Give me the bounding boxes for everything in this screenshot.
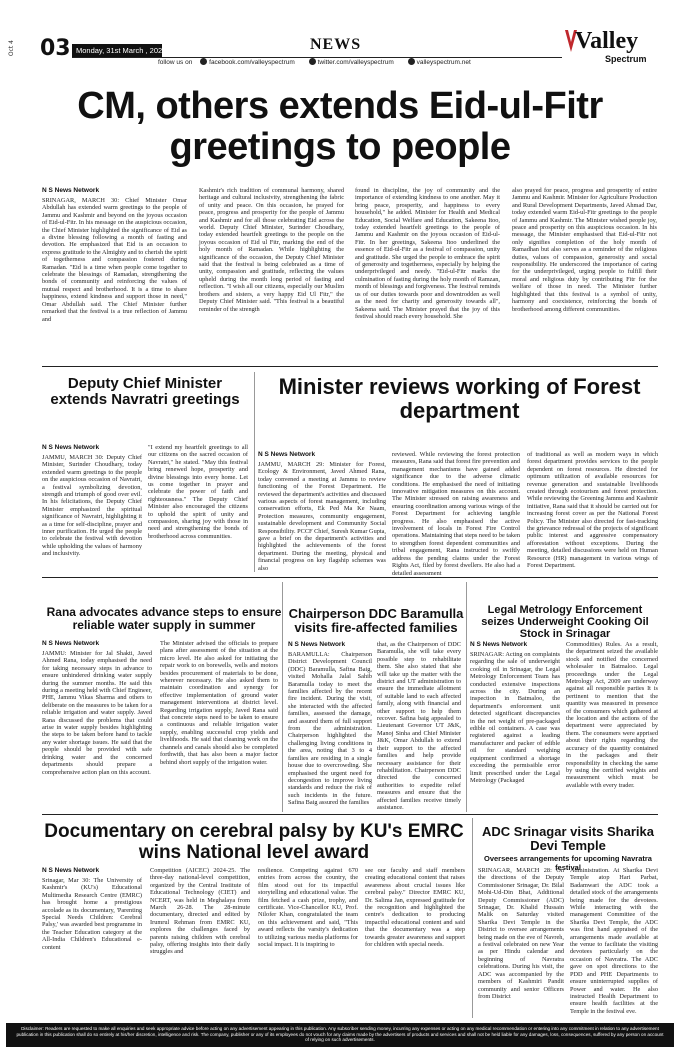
article3-col3: of traditional as well as modern ways in which forest department provides services to the people dependent on forest resources. He directed for optimum utilization of available resources for revenue generation and sustainable livelihoods created through ecotourism and forest protection. While reviewing the Greening Jammu and Kashmir initiative, Rana said that it should be carried out for increasing forest cover as per the National Forest Policy. The Minister also directed for fast-tracking the grievance redressal of the projects of significant public interest and aggressive compensatory afforestation without exceptions. During the meeting, detailed discussions were held on Human Resource (HR) management in various wings of Forest Department. <box>527 451 658 570</box>
article7-col3: resilience. Competing against 670 entries from across the country, the film stood out for its impactful storytelling and educational value. The film fetched a cash prize, trophy, and certificate. Vice-Chancellor KU, Prof. Nilofer Khan, congratulated the team on this achievement and said, "This award reflects the varsity's dedication to utilizing various media platforms for social impact. It is inspiring to <box>258 867 358 949</box>
article3-byline: N S News Network <box>258 451 316 458</box>
article7-col4: see our faculty and staff members creating educational content that raises awareness about crucial issues like cerebral palsy." Director EMRC KU, Dr. Salima Jan, expressed gratitude for the recognition and highlighted the centre's dedication to producing impactful educational content and said that the documentary was a step towards greater awareness and support for children with special needs. <box>365 867 465 949</box>
article6-byline: N S News Network <box>470 641 528 648</box>
article3-col1: JAMMU, MARCH 29: Minister for Forest, Ecology & Environment, Javed Ahmed Rana, today convened a meeting at Jammu to review functioning of the Forest Department. He reviewed the department's activities and discussed various aspects of forest management, including conservation efforts, Ek Ped Ma Ke Naam, Protection measures, community engagement, sustainable development and Community Social Responsibility. PCCF Chief, Suresh Kumar Gupta, gave a brief on the department's activities and highlighted the achievements of the forest department. During the meeting, physical and financial progress on key flagship schemes was also <box>258 461 386 572</box>
page-number: 03 <box>40 36 71 61</box>
divider <box>42 577 658 578</box>
article4-col1: JAMMU: Minister for Jal Shakti, Javed Ahmed Rana, today emphasised the need for taking necessary steps in advance to ensure unhindered drinking water supply during the summer months. He said this during a meeting held with Chief Engineer, PHE, Jammu Vikas Sharma and others to deliberate on the measures to be taken for a reliable irrigation and water supply. Javed Rana discussed the problems that could arise in water supply besides highlighting the steps to be taken before hand to tackle any water shortage issues. He said that the people should be provided with safe drinking water and the concerned departments should prepare a comprehensive action plan on this account. <box>42 650 152 776</box>
divider <box>42 366 658 367</box>
page-side-label: Oct 4 <box>8 40 15 57</box>
social-links <box>158 58 483 66</box>
disclaimer-bar: Disclaimer: Readers are requested to make all enquiries and seek appropriate advice before acting on any advertisement appearing in this publication. Any subscriber sending money, incurring any expenses or acting on any medical recommendation or entering into any commitment in relation to any advertisement publication in this publication shall do so entirely at his/her discretion, intelligence and risk. The company, publisher or any of its employees do not vouch for any claims made by the advertisers of products and services and shall not be held liable for any damages, loss, consequences, suffered by any person on account of relying on such advertisements. <box>6 1023 674 1047</box>
article8-col1: SRINAGAR, MARCH 28: On the directions of the Deputy Commissioner Srinagar, Dr. Bilal Mohi-Ud-Din Bhat, Additional Deputy Commissioner (ADC) Srinagar, Dr. Khalid Hussain Malik on Saturday visited Sharika Devi Temple in the District to oversee arrangements being made on the eve of Navreh, a festival celebrated on new Year as per Hindu calendar and beginning of Navratra celebrations. During his visit, the ADC was accompanied by the members of Kashmiri Pandit community and senior Officers from District <box>478 867 564 1000</box>
masthead-logo <box>565 28 673 66</box>
column-divider <box>472 818 473 1018</box>
column-divider <box>254 372 255 572</box>
article6-col1: SRINAGAR: Acting on complaints regarding the sale of underweight cooking oil in Srinagar, the Legal Metrology Enforcement Team has conducted extensive inspections across the city. During an inspection in Batmaloo, the department's enforcement unit detected significant discrepancies in the net weight of pre-packaged edible oil containers. A case was registered against a leading manufacturer and packer of edible oil for standard weighing equipment confirmed a shortage exceeding the permissible error limit prescribed under the Legal Metrology (Packaged <box>470 651 560 784</box>
main-headline: CM, others extends Eid-ul-Fitr greetings to people <box>77 85 603 169</box>
article5-byline: N S News Network <box>288 641 346 648</box>
article8-headline: ADC Srinagar visits Sharika Devi Temple <box>482 824 654 854</box>
article5-col1: BARAMULLA: Chairperson District Development Council (DDC) Baramulla, Safina Baig, visited Mohalla Jalal Sahib Baramulla today to meet the families affected by the recent fire incident. During the visit, she interacted with the affected families, assessed the damage, and assured them of full support from the administration. Chairperson highlighted the challenging living conditions in the area, noting that 3 to 4 families are residing in a single house due to overcrowding. She emphasised the urgent need for decongestion to improve living standards and reduce the risk of such incidents in the future. Safina Baig assured the families <box>288 651 372 807</box>
article2-col2: "I extend my heartfelt greetings to all our citizens on the sacred occasion of Navratri," he stated. "May this festival bring renewed hope, prosperity and divine blessings into every home. Let us come together in prayer and celebrate the power of faith and righteousness." The Deputy Chief Minister also encouraged the citizens to uphold the spirit of unity and compassion, sharing joy with those in need and strengthening the bonds of brotherhood across communities. <box>148 444 248 540</box>
article5-col2: that, as the Chairperson of DDC Baramulla, she will take every possible step to rehabilitate them. She also stated that she will take up the matter with the district and UT administration to ensure the immediate allotment of suitable land to each affected family, along with financial and other support to help them recover. Safina baig appealed to Lieutenant Governor UT J&K, Manoj Sinha and Chief Minister J&K, Omar Abdullah to extend their support to the affected families and help provide necessary assistance for their rehabilitation. Chairperson DDC directed the concerned authorities to expedite relief measures and ensure that the affected families receive timely assistance. <box>377 641 461 811</box>
article7-headline: Documentary on cerebral palsy by KU's EMRC wins National level award <box>44 821 464 863</box>
article1-byline: N S News Network <box>42 187 100 194</box>
article4-byline: N S News Network <box>42 640 100 647</box>
column-divider <box>466 582 467 812</box>
article7-byline: N S News Network <box>42 867 100 874</box>
twitter-link[interactable]: twitter.com/valleyspectrum <box>309 59 400 66</box>
article2-byline: N S News Network <box>42 444 100 451</box>
article4-col2: The Minister advised the officials to prepare plans after assessment of the situation at the micro level. He also asked for initiating the repair work to on borewells, wells and motors besides procurement of materials to be done, wherever necessary. He also asked them to maintain coordination and synergy for effective implementation of ground water management interventions at district level. Regarding irrigation supply, Javed Rana said that concrete steps need to be taken to ensure a continuous and reliable irrigation water supply, enabling successful crop yields and livelihoods. He said that cleaning work on the channels and canals should also be completed forthwith, that has also been a major factor behind short supply of the irrigation water. <box>160 640 278 766</box>
article1-col2: Kashmir's rich tradition of communal harmony, shared heritage and cultural inclusivity, strengthening the fabric of unity and peace. On this occasion, he prayed for peace, progress and prosperity for the people of Jammu and Kashmir and for all those celebrating Eid across the world. Deputy Chief Minister, Surinder Choudhary, today extended heartfelt greetings to the people on the joyous occasion of Eid ul Fitr, marking the end of the holy month of Ramadan. While highlighting the significance of the occasion, the Deputy Chief Minister said that the festival is being celebrated as a time of unity, compassion and gratitude, reflecting the values upheld during the month long period of fasting and reflection. "I wish all our citizens, especially our Muslim brothers and sisters, a very happy Eid Ul Fitr," the Deputy Chief Minister said. "This festival is a beautiful reminder of the strength <box>199 187 344 313</box>
article3-col2: reviewed. While reviewing the forest protection measures, Rana said that forest fire prevention and management mechanisms have gained added significance due to the adverse climatic conditions. He emphasised the need of initiating innovative mitigation measures on this account. The Minister stressed on raising awareness and ensuring coordination among various wings of the Forest Department for achieving tangible progress. He also emphasised the active involvement of locals in Forest Fire Control operations. Maintaining that steps need to be taken to strengthen forest dependent communities and tribal engagement, Rana instructed to swiftly address the pending claims under the Forest Rights Act, filed by forest dwellers. He also had a detailed assessment <box>392 451 521 577</box>
article1-col4: also prayed for peace, progress and prosperity of entire Jammu and Kashmir. Minister for Agriculture Production and Rural Development Departments, Javed Ahmad Dar, today extended warm Eid-ul-Fitr greetings to the people of Jammu and Kashmir. The Minister wished people joy, peace and prosperity on this auspicious occasion. In his message, the Minister emphasised that Eid-ul-Fitr not only signifies completion of the holy month of Ramadhan but also serves as a reminder of the religious duties, values of compassion, generosity and social responsibility. He underscored the importance of caring for the underprivileged, urging people to fulfill their moral and religious duty by contributing Fitr for the welfare of those in need. The Minister further highlighted that this festival is a symbol of unity, harmony and coexistence, reinforcing the bonds of brotherhood among different communities. <box>512 187 657 313</box>
website-link[interactable]: valleyspectrum.net <box>408 59 477 66</box>
facebook-link[interactable]: facebook.com/valleyspectrum <box>200 59 301 66</box>
column-divider <box>282 582 283 812</box>
article8-subhead: Oversees arrangements for upcoming Navratra festival <box>484 854 652 872</box>
article1-col3: found in discipline, the joy of community and the importance of extending kindness to one another. May it bring peace, prosperity, and happiness to every household," he added. Minister for Health and Medical Education, Social Welfare and Education, Sakeena Itoo, today extended heartfelt greetings to the people of Jammu and Kashmir on the joyous occasion of Eid-ul-Fitr. In her greetings, Sakeena Itoo underlined the essence of Eid-ul-Fitr as a festival of compassion, unity and gratitude. She urged the people to embrace the spirit of generosity and togetherness, especially by helping the underprivileged and needy. "Eid-ul-Fitr marks the culmination of fasting during the holy month of Ramzan, month of blessings and forgiveness. The festival reminds us of our duties towards poor and downtrodden as well as the need for charity and generosity towards all", Sakeena said. The Minister prayed that the joy of this festival should reach every household. She <box>355 187 500 320</box>
article3-headline: Minister reviews working of Forest department <box>278 374 641 423</box>
article5-headline: Chairperson DDC Baramulla visits fire-affected families <box>288 606 464 636</box>
twitter-icon <box>309 58 316 65</box>
article4-headline: Rana advocates advance steps to ensure reliable water supply in summer <box>46 605 282 632</box>
article2-headline: Deputy Chief Minister extends Navratri greetings <box>50 375 240 409</box>
article7-col1: Srinagar, Mar 30: The University of Kashmir's (KU's) Educational Multimedia Research Centre (EMRC) has brought home a prestigious accolade as its documentary, 'Parenting Special Needs Children: Cerebral Palsy,' was awarded best programme in the Teacher Education category at the All-India Children's Educational e-content <box>42 877 142 951</box>
divider <box>42 814 658 815</box>
brand-name: Valley <box>575 28 639 54</box>
article6-headline: Legal Metrology Enforcement seizes Underweight Cooking Oil Stock in Srinagar <box>481 604 649 640</box>
article2-col1: JAMMU, MARCH 30: Deputy Chief Minister, Surinder Choudhary, today extended warm greetings to the people on the auspicious occasion of Navratri, a festival symbolizing devotion, strength and triumph of good over evil. In his felicitations, the Deputy Chief Minister emphasized the spiritual significance of Navratri, highlighting it as a time for self-discipline, prayer and inner purification. He urged the people to celebrate the festival with devotion while upholding the values of harmony and inclusivity. <box>42 454 142 558</box>
article8-col2: Administration. At Sharika Devi Temple atop Hari Parbat, Badamwari the ADC took a detailed stock of the arrangements being made for the devotees. While interacting with the management Committee of the Sharika Devi Temple, the ADC was first hand appraised of the arrangements made available at the venue to facilitate the visiting devotees particularly on the occasion of Navratra. The ADC gave on spot directions to the PDD and PHE Departments to ensure uninterrupted supplies of Power and water. He also instructed Health Department to ensure health facilities at the Temple in the festival eve. <box>570 867 658 1015</box>
article6-col2: Commodities) Rules. As a result, the department seized the available stock and notified the concerned wholesaler in Batmaloo. Legal proceedings under the Legal Metrology Act, 2009 are underway against all responsible parties It is pertinent to mention that the quantity was measured in presence of the consumers which gathered at the location and the actions of the department were appreciated by them. The consumers were apprised about their rights regarding the accuracy of the quantity contained in the packages and their responsibility in checking the same by using the certified weights and measurement which must be available with every trader. <box>566 641 658 789</box>
article7-col2: Competition (AICEC) 2024-25. The three-day national-level competition, organized by the Central Institute of Educational Technology (CIET) and NCERT, was held in Meghalaya from March 26-28. The 28-minute documentary, directed and edited by Irumrul Rehman from EMRC KU, explores the challenges faced by parents raising children with cerebral palsy, offering insights into their daily struggles and <box>150 867 250 956</box>
facebook-icon <box>200 58 207 65</box>
follow-label: follow us on <box>158 59 193 66</box>
section-title: NEWS <box>310 36 362 53</box>
article1-col1: SRINAGAR, MARCH 30: Chief Minister Omar Abdullah has extended warm greetings to the people of Jammu and Kashmir and beyond on the joyous occasion of Eid-ul-Fitr. In his message on the auspicious occasion, the Chief Minister highlighted the significance of Eid as a divine blessing following a month of fasting and devotion. He emphasized that Eid is an occasion to express gratitude to the Almighty and to cherish the spirit of togetherness and compassion fostered during Ramadan. "Eid is a time when people come together to celebrate the blessings of Ramadan, strengthening the bonds of community and reinforcing the values of mutual respect and brotherhood. It is a time to share happiness, extend kindness and support those in need," Omar Abdullah said. The Chief Minister further remarked that the festival is a true reflection of Jammu and <box>42 197 187 323</box>
globe-icon <box>408 58 415 65</box>
issue-date: Monday, 31st March , 2025 <box>72 44 162 57</box>
brand-subtitle: Spectrum <box>605 54 647 64</box>
